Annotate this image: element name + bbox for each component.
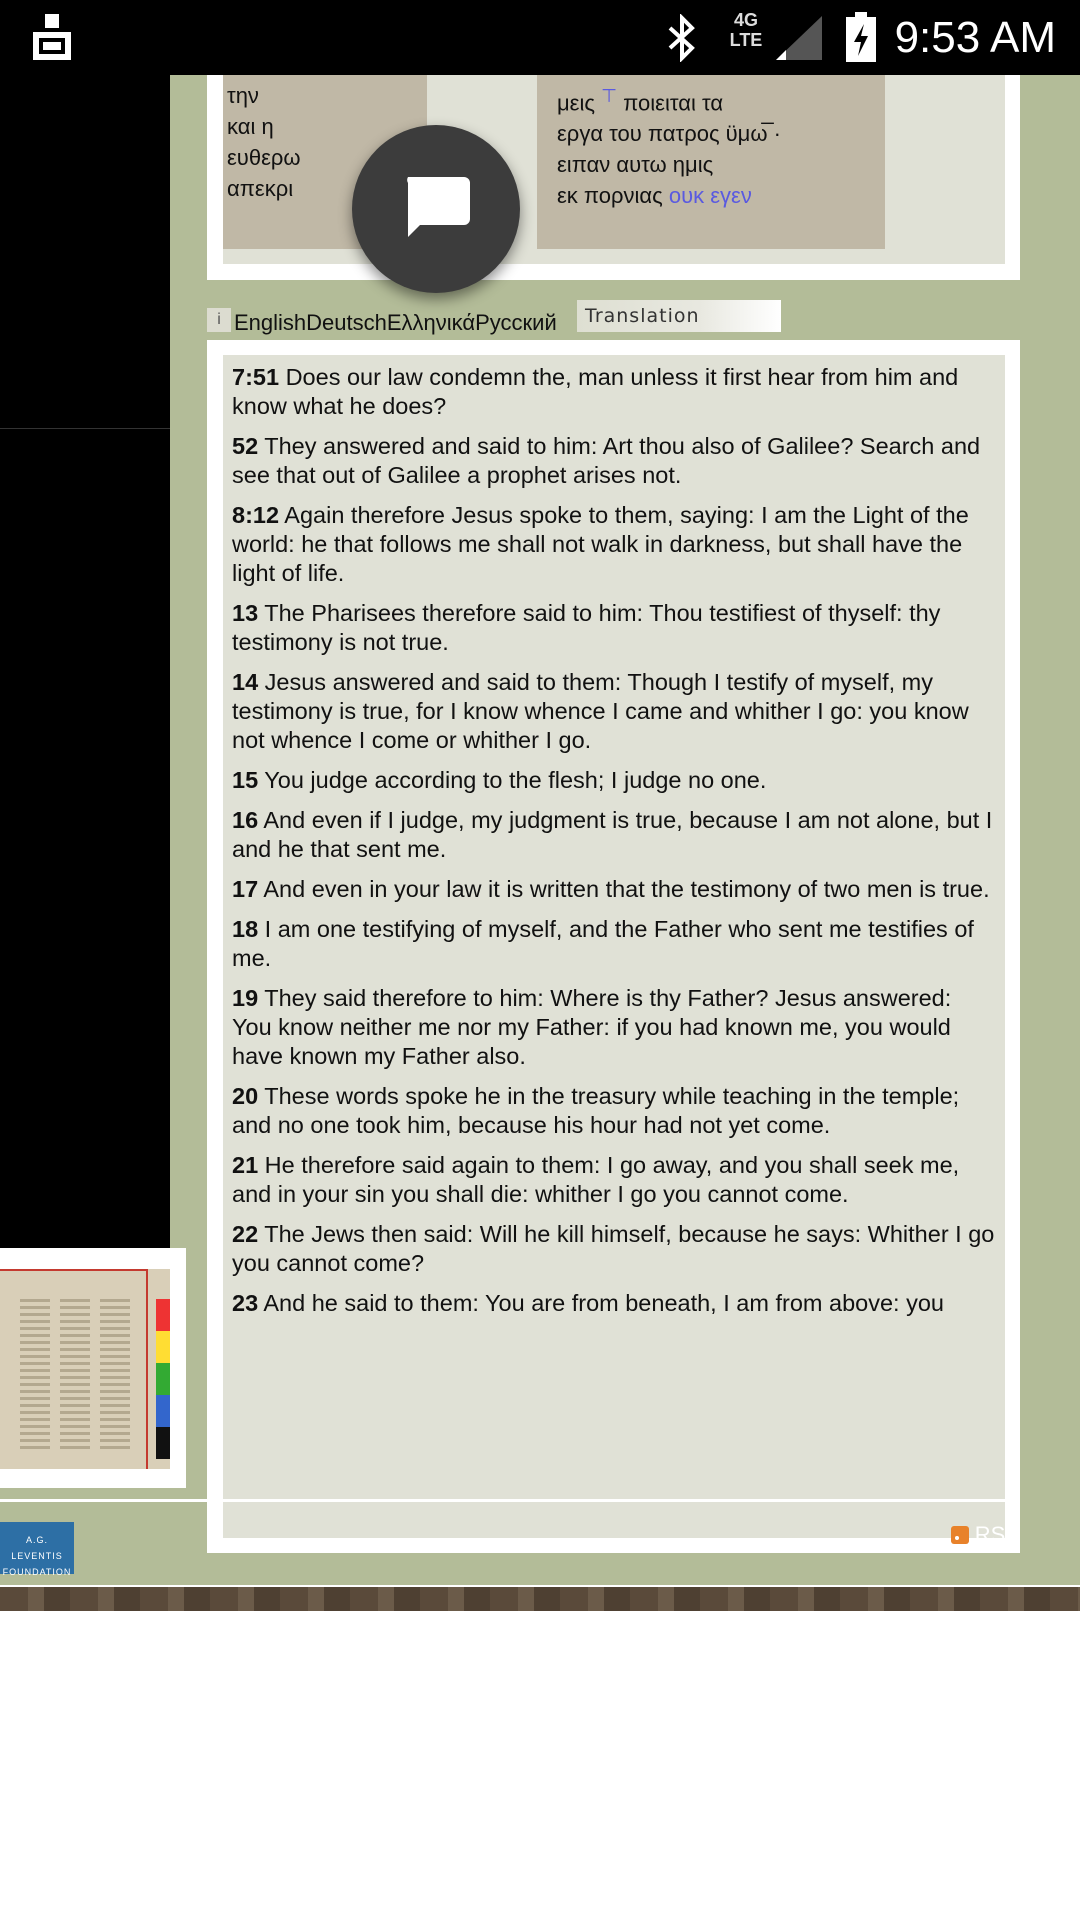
verse: 19 They said therefore to him: Where is thy Father? Jesus answered: You know neither me nor my Father: if you had known me, you would have known my Father also. (232, 985, 952, 1069)
verse-number: 14 (232, 669, 259, 695)
verse-number: 13 (232, 600, 259, 626)
greek-line: μεις ⊤ ποιειται τα (557, 85, 724, 116)
battery-charging-icon (846, 12, 876, 67)
verse-number: 21 (232, 1152, 259, 1178)
chat-icon (402, 177, 470, 241)
verse: 15 You judge according to the flesh; I judge no one. (232, 767, 767, 793)
rss-label: RSS (974, 1522, 1020, 1547)
lte-icon: 4G LTE (729, 10, 763, 50)
verse: 17 And even in your law it is written that the testimony of two men is true. (232, 876, 990, 902)
divider (0, 428, 170, 429)
variant-mark[interactable]: ⊤ (601, 85, 618, 106)
greek-link[interactable]: ουκ εγεν (668, 183, 752, 209)
greek-line: ειπαν αυτω ημις (557, 152, 714, 178)
logo-text: FOUNDATION (2, 1567, 72, 1577)
verse-number: 23 (232, 1290, 259, 1316)
translation-tab[interactable]: Translation (577, 300, 781, 332)
verse: 7:51 Does our law condemn the, man unless it first hear from him and know what he does? (232, 364, 959, 419)
bluetooth-icon (664, 14, 700, 67)
verse-number: 22 (232, 1221, 259, 1247)
verse-number: 52 (232, 433, 259, 459)
chat-button[interactable] (352, 125, 520, 293)
greek-line: και η (227, 114, 274, 139)
clock: 9:53 AM (894, 13, 1056, 62)
footer-divider (0, 1499, 1020, 1502)
status-bar (0, 0, 1080, 75)
color-calibration-strip (156, 1299, 170, 1459)
greek-line: ευθερω (227, 145, 301, 170)
translation-panel[interactable] (223, 355, 1005, 1538)
logo-text: A.G. LEVENTIS (11, 1535, 63, 1561)
verse: 8:12 Again therefore Jesus spoke to them, saying: I am the Light of the world: he that follows me shall not walk in darkness, but shall have the light of life. (232, 502, 969, 586)
verse: 22 The Jews then said: Will he kill himself, because he says: Whither I go you cannot come? (232, 1221, 995, 1276)
verse: 23 And he said to them: You are from beneath, I am from above: you (232, 1290, 944, 1316)
rss-link[interactable] (951, 1522, 1020, 1548)
verse: 14 Jesus answered and said to them: Though I testify of myself, my testimony is true, for I know whence I came and whither I go: you know not whence I come or whither I go. (232, 669, 969, 753)
verse-number: 19 (232, 985, 259, 1011)
verse-number: 15 (232, 767, 259, 793)
verse: 20 These words spoke he in the treasury while teaching in the temple; and no one took him, because his hour had not yet come. (232, 1083, 960, 1138)
foundation-logo[interactable] (0, 1522, 74, 1577)
verse: 18 I am one testifying of myself, and the Father who sent me testifies of me. (232, 916, 974, 971)
greek-line: εργα του πατρος ϋμω̅ · (557, 121, 781, 147)
language-links[interactable]: EnglishDeutschΕλληνικάРусский (234, 310, 557, 335)
verse-number: 20 (232, 1083, 259, 1109)
verse: 52 They answered and said to him: Art thou also of Galilee? Search and see that out of Galilee a prophet arises not. (232, 433, 981, 488)
clean-icon[interactable] (30, 14, 74, 67)
verse: 21 He therefore said again to them: I go away, and you shall seek me, and in your sin you shall die: whither I go you cannot come. (232, 1152, 960, 1207)
rss-icon (951, 1526, 969, 1544)
decorative-manuscript-strip (0, 1587, 1080, 1611)
manuscript-thumbnail[interactable] (0, 1269, 170, 1469)
left-panel (0, 75, 170, 1248)
verse-number: 16 (232, 807, 259, 833)
info-icon[interactable]: i (207, 308, 231, 332)
page-content (0, 75, 1080, 1585)
verse-number: 17 (232, 876, 259, 902)
greek-column-right (537, 75, 885, 249)
verse-number: 7:51 (232, 364, 280, 390)
greek-line: εκ πορνιας ουκ εγεν (557, 183, 752, 209)
greek-line: απεκρι (227, 176, 294, 201)
verse: 13 The Pharisees therefore said to him: Thou testifiest of thyself: thy testimony is not true. (232, 600, 941, 655)
verse: 16 And even if I judge, my judgment is true, because I am not alone, but I and he that sent me. (232, 807, 993, 862)
verse-number: 18 (232, 916, 259, 942)
greek-line: την (227, 83, 259, 108)
verse-number: 8:12 (232, 502, 280, 528)
signal-icon (776, 16, 824, 65)
